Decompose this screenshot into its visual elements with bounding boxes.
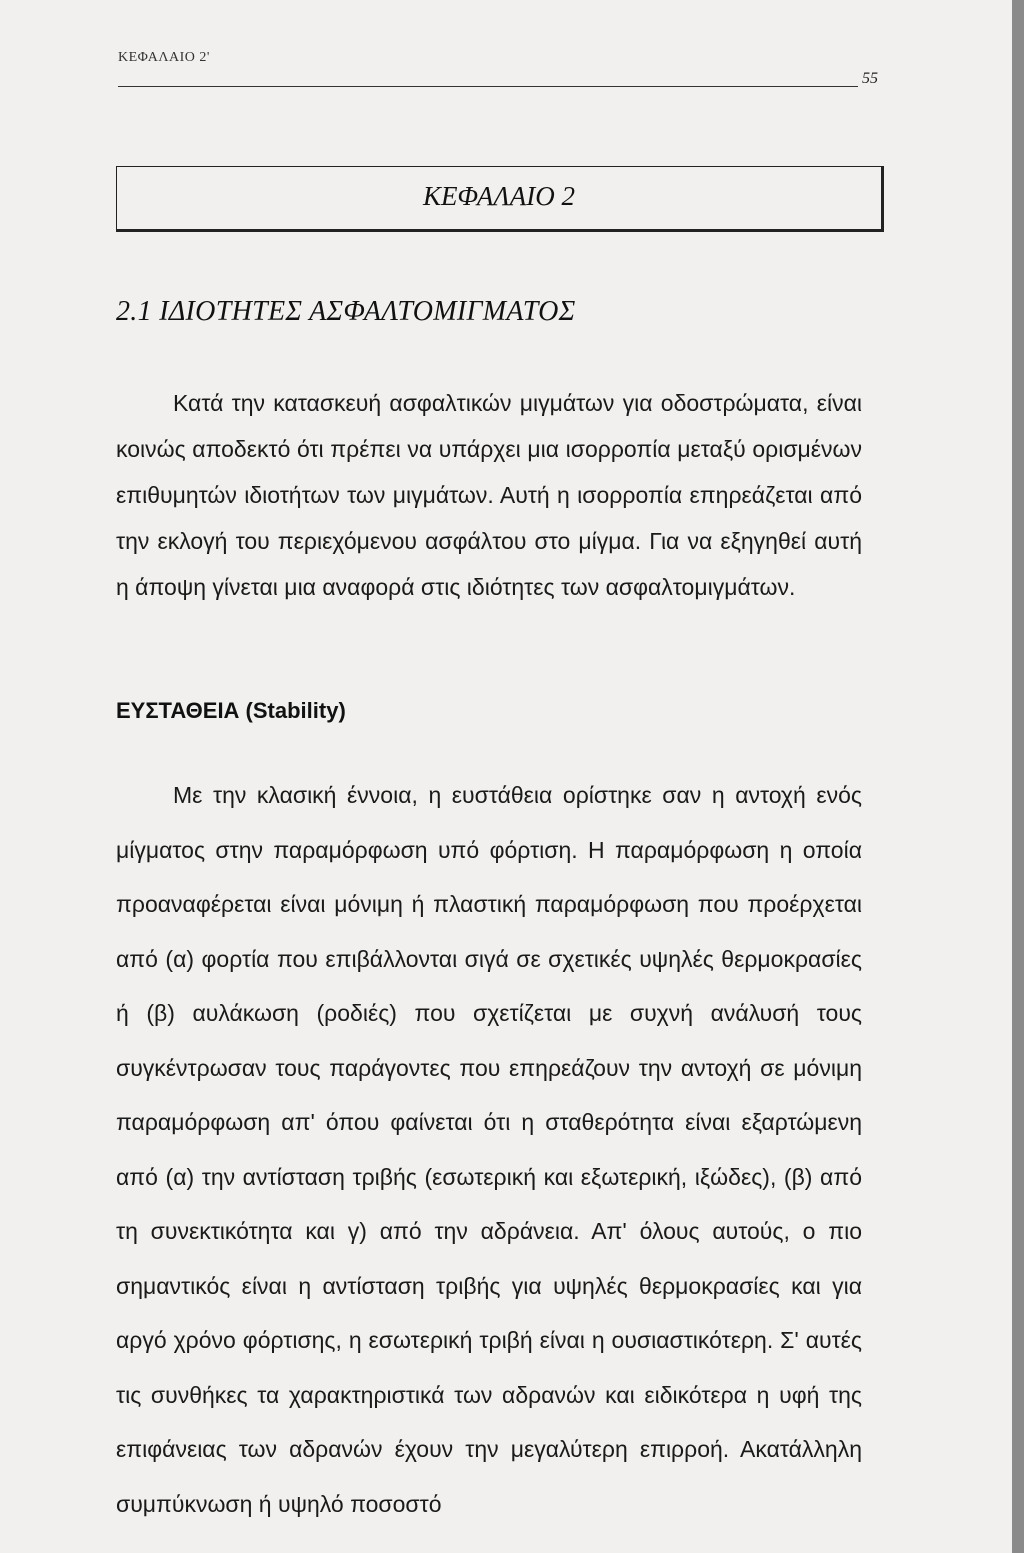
intro-paragraph-text: Κατά την κατασκευή ασφαλτικών μιγμάτων για οδοστρώματα, είναι κοινώς αποδεκτό ότι πρέπει να υπάρχει μια ισορροπία μεταξύ ορισμένων επιθυμητών ιδιοτήτων των μιγμάτων. Αυτή η ισορροπία επηρεάζεται από την εκλογή του περιεχόμενου ασφάλτου στο μίγμα. Για να εξηγηθεί αυτή η άποψη γίνεται μια αναφορά στις ιδιότητες των ασφαλτομιγμάτων. — [116, 390, 862, 600]
stability-heading: ΕΥΣΤΑΘΕΙΑ (Stability) — [116, 698, 346, 723]
stability-paragraph-text: Με την κλασική έννοια, η ευστάθεια ορίστηκε σαν η αντοχή ενός μίγματος στην παραμόρφωση υπό φόρτιση. Η παραμόρφωση η οποία προαναφέρεται είναι μόνιμη ή πλαστική παραμόρφωση που προέρχεται από (α) φορτία που επιβάλλονται σιγά σε σχετικές υψηλές θερμοκρασίες ή (β) αυλάκωση (ροδιές) που σχετίζεται με συχνή ανάλυσή τους συγκέντρωσαν τους παράγοντες που επηρεάζουν την αντοχή σε μόνιμη παραμόρφωση απ' όπου φαίνεται ότι η σταθερότητα είναι εξαρτώμενη από (α) την αντίσταση τριβής (εσωτερική και εξωτερική, ιξώδες), (β) από τη συνεκτικότητα και γ) από την αδράνεια. Απ' όλους αυτούς, ο πιο σημαντικός είναι η αντίσταση τριβής για υψηλές θερμοκρασίες και για αργό χρόνο φόρτισης, η εσωτερική τριβή είναι η ουσιαστικότερη. Σ' αυτές τις συνθήκες τα χαρακτηριστικά των αδρανών και ειδικότερα η υφή της επιφάνειας των αδρανών έχουν την μεγαλύτερη επιρροή. Ακατάλληλη συμπύκνωση ή υψηλό ποσοστό — [116, 782, 862, 1517]
intro-paragraph — [116, 380, 862, 610]
page-number: 55 — [862, 70, 878, 87]
chapter-title-box — [116, 166, 884, 232]
stability-paragraph — [116, 768, 862, 1531]
chapter-title: ΚΕΦΑΛΑΙΟ 2 — [423, 181, 575, 211]
running-head: ΚΕΦΑΛΑΙΟ 2' — [118, 50, 210, 65]
page-edge-shadow — [1012, 0, 1024, 1553]
header-rule — [118, 86, 858, 87]
section-title: 2.1 ΙΔΙΟΤΗΤΕΣ ΑΣΦΑΛΤΟΜΙΓΜΑΤΟΣ — [116, 296, 576, 327]
